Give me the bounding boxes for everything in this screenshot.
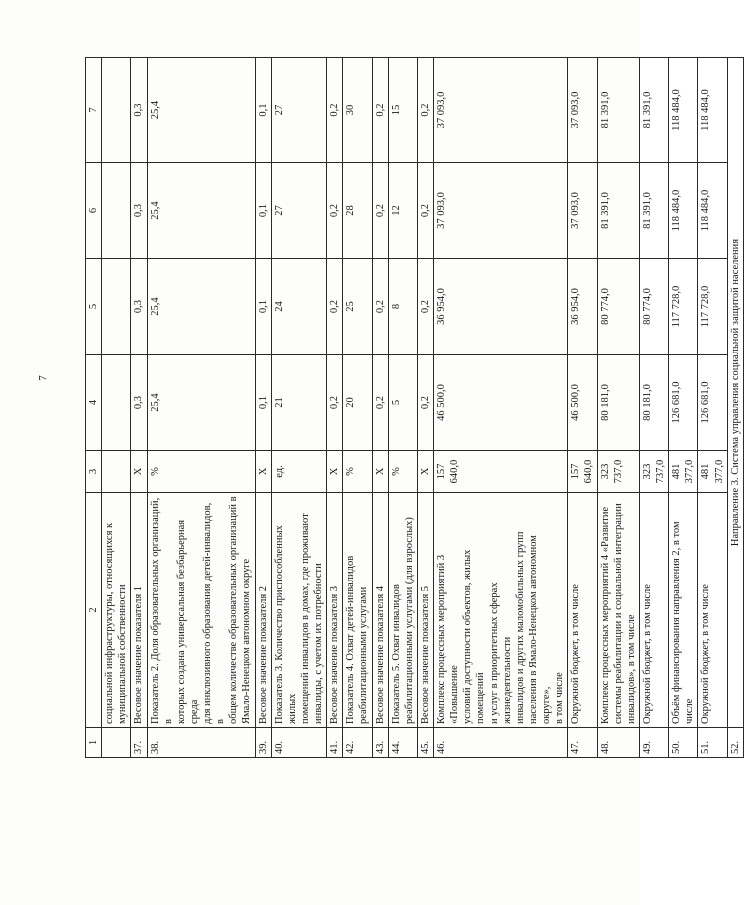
value-cell: 0,2 (327, 355, 343, 451)
value-cell: 5 (388, 355, 417, 451)
unit-cell (102, 451, 131, 493)
row-description-cell (568, 493, 597, 728)
description-line: Весовое значение показателя 2 (257, 585, 269, 724)
row-number-cell: 41. (327, 728, 343, 758)
value-cell: 0,2 (417, 355, 433, 451)
value-cell: 126 681,0 (669, 355, 698, 451)
description-line: Комплекс процессных мероприятий 4 «Развитие (599, 506, 611, 724)
description-line: Комплекс процессных мероприятий 3 «Повышение (436, 554, 461, 724)
section-row (727, 58, 743, 758)
description-line: и услуг в приоритетных сферах жизнедеятельности (488, 582, 513, 724)
table-row (343, 58, 372, 758)
value-cell: 81 391,0 (597, 58, 639, 163)
header-cell: 5 (86, 259, 102, 355)
value-cell: 0,3 (131, 355, 147, 451)
value-cell: 37 093,0 (434, 58, 568, 163)
description-line: помещений инвалидов в домах, где проживают (299, 513, 311, 724)
value-cell: 0,1 (255, 259, 271, 355)
table-row (271, 58, 327, 758)
value-cell: 0,2 (327, 259, 343, 355)
value-cell: 21 (271, 355, 327, 451)
value-cell: 126 681,0 (698, 355, 727, 451)
unit-cell: % (388, 451, 417, 493)
value-cell: 30 (343, 58, 372, 163)
row-description-cell (669, 493, 698, 728)
row-number-cell: 39. (255, 728, 271, 758)
unit-cell: 481 377,0 (698, 451, 727, 493)
value-cell: 0,1 (255, 163, 271, 259)
description-line: которых создана универсальная безбарьерная среда (175, 519, 200, 724)
header-cell: 4 (86, 355, 102, 451)
row-number-cell (102, 728, 131, 758)
value-cell: 81 391,0 (639, 58, 668, 163)
value-cell: 25,4 (147, 355, 255, 451)
description-line: Окружной бюджет, в том числе (700, 584, 712, 724)
header-cell: 7 (86, 58, 102, 163)
value-cell: 46 500,0 (434, 355, 568, 451)
description-line: Весовое значение показателя 3 (329, 585, 341, 724)
description-line: муниципальной собственности (117, 584, 129, 724)
value-cell: 36 954,0 (434, 259, 568, 355)
table-row (597, 58, 639, 758)
description-line: Показатель 3. Количество приспособленных жилых (273, 525, 298, 724)
description-line: Объём финансирования направления 2, в том числе (671, 521, 696, 724)
table-row (372, 58, 388, 758)
value-cell: 37 093,0 (568, 58, 597, 163)
table-row (698, 58, 727, 758)
value-cell: 25,4 (147, 58, 255, 163)
unit-cell: 323 737,0 (597, 451, 639, 493)
header-row (86, 58, 102, 758)
table-row (255, 58, 271, 758)
description-line: реабилитационными услугами (для взрослых) (403, 517, 415, 724)
row-number-cell: 38. (147, 728, 255, 758)
value-cell: 0,2 (327, 58, 343, 163)
row-number-cell: 51. (698, 728, 727, 758)
value-cell: 80 181,0 (597, 355, 639, 451)
unit-cell: X (372, 451, 388, 493)
value-cell: 0,3 (131, 163, 147, 259)
value-cell: 24 (271, 259, 327, 355)
description-line: условий доступности объектов, жилых помещений (462, 549, 487, 724)
table-row (388, 58, 417, 758)
value-cell: 25,4 (147, 163, 255, 259)
value-cell: 81 391,0 (597, 163, 639, 259)
description-line: для инклюзивного образования детей-инвалидов, в (202, 502, 227, 724)
row-description-cell (597, 493, 639, 728)
value-cell: 80 774,0 (597, 259, 639, 355)
description-line: населения в Ямало-Ненецком автономном округе», (527, 535, 552, 724)
value-cell: 0,3 (131, 58, 147, 163)
row-number-cell: 44. (388, 728, 417, 758)
unit-cell: 323 737,0 (639, 451, 668, 493)
description-line: Показатель 5. Охват инвалидов (390, 584, 402, 724)
unit-cell: X (131, 451, 147, 493)
section-title-cell: Направление 3. Система управления социальной защитой населения (727, 58, 743, 728)
row-number-cell: 40. (271, 728, 327, 758)
value-cell: 0,2 (372, 355, 388, 451)
description-line: инвалиды, с учетом их потребности (313, 563, 324, 724)
description-line: в том числе (554, 672, 566, 724)
value-cell (102, 355, 131, 451)
header-cell: 1 (86, 728, 102, 758)
header-cell: 3 (86, 451, 102, 493)
description-line: Окружной бюджет, в том числе (641, 584, 653, 724)
value-cell (102, 163, 131, 259)
row-description-cell (639, 493, 668, 728)
row-number-cell: 37. (131, 728, 147, 758)
table-row (327, 58, 343, 758)
value-cell: 46 500,0 (568, 355, 597, 451)
value-cell: 27 (271, 58, 327, 163)
value-cell: 81 391,0 (639, 163, 668, 259)
table-row (639, 58, 668, 758)
value-cell: 20 (343, 355, 372, 451)
description-line: реабилитационными услугами (358, 586, 370, 724)
row-description-cell (434, 493, 568, 728)
table-row (669, 58, 698, 758)
row-number-cell: 49. (639, 728, 668, 758)
value-cell: 80 181,0 (639, 355, 668, 451)
unit-cell: ед. (271, 451, 327, 493)
unit-cell: X (327, 451, 343, 493)
description-line: Ямало-Ненецком автономном округе (241, 558, 253, 724)
row-number-cell: 52. (727, 728, 743, 758)
row-description-cell (271, 493, 327, 728)
value-cell: 25 (343, 259, 372, 355)
row-number-cell: 50. (669, 728, 698, 758)
description-line: инвалидов и других маломобильных групп (514, 531, 526, 724)
unit-cell: % (343, 451, 372, 493)
unit-cell: 157 640,0 (568, 451, 597, 493)
description-line: Показатель 4. Охват детей-инвалидов (345, 555, 357, 724)
value-cell: 25,4 (147, 259, 255, 355)
description-line: Весовое значение показателя 1 (133, 585, 145, 724)
row-number-cell: 43. (372, 728, 388, 758)
table-row (102, 58, 131, 758)
row-description-cell (102, 493, 131, 728)
value-cell: 0,3 (131, 259, 147, 355)
value-cell: 36 954,0 (568, 259, 597, 355)
description-line: общем количестве образовательных организаций в (228, 496, 240, 724)
row-number-cell: 48. (597, 728, 639, 758)
value-cell: 15 (388, 58, 417, 163)
row-description-cell (388, 493, 417, 728)
value-cell: 118 484,0 (698, 58, 727, 163)
value-cell: 118 484,0 (698, 163, 727, 259)
row-description-cell (327, 493, 343, 728)
value-cell (102, 259, 131, 355)
page-number: 7 (36, 375, 49, 381)
value-cell: 118 484,0 (669, 163, 698, 259)
table-row (568, 58, 597, 758)
row-description-cell (343, 493, 372, 728)
table-row (417, 58, 433, 758)
row-description-cell (698, 493, 727, 728)
value-cell: 0,2 (417, 163, 433, 259)
header-cell: 6 (86, 163, 102, 259)
description-line: инвалидов», в том числе (625, 614, 637, 724)
value-cell: 37 093,0 (434, 163, 568, 259)
row-description-cell (131, 493, 147, 728)
value-cell: 27 (271, 163, 327, 259)
value-cell: 117 728,0 (698, 259, 727, 355)
rotated-table-frame (85, 58, 741, 758)
indicators-table (85, 57, 744, 758)
row-description-cell (372, 493, 388, 728)
description-line: Окружной бюджет, в том числе (570, 584, 582, 724)
row-number-cell: 47. (568, 728, 597, 758)
value-cell (102, 58, 131, 163)
value-cell: 0,2 (372, 163, 388, 259)
value-cell: 0,2 (372, 58, 388, 163)
description-line: системы реабилитации и социальной интеграции (612, 503, 624, 724)
value-cell: 37 093,0 (568, 163, 597, 259)
description-line: социальной инфраструктуры, относящихся к (104, 522, 116, 724)
unit-cell: 157 640,0 (434, 451, 568, 493)
value-cell: 0,2 (327, 163, 343, 259)
value-cell: 80 774,0 (639, 259, 668, 355)
header-cell: 2 (86, 493, 102, 728)
value-cell: 118 484,0 (669, 58, 698, 163)
row-description-cell (147, 493, 255, 728)
description-line: Показатель 2. Доля образовательных организаций, в (149, 497, 174, 724)
description-line: Весовое значение показателя 4 (374, 585, 386, 724)
value-cell: 0,2 (372, 259, 388, 355)
value-cell: 0,1 (255, 355, 271, 451)
row-number-cell: 45. (417, 728, 433, 758)
value-cell: 28 (343, 163, 372, 259)
description-line: Весовое значение показателя 5 (419, 585, 431, 724)
unit-cell: % (147, 451, 255, 493)
value-cell: 0,2 (417, 58, 433, 163)
table-row (147, 58, 255, 758)
value-cell: 8 (388, 259, 417, 355)
table-row (131, 58, 147, 758)
unit-cell: 481 377,0 (669, 451, 698, 493)
row-number-cell: 42. (343, 728, 372, 758)
row-number-cell: 46. (434, 728, 568, 758)
unit-cell: X (255, 451, 271, 493)
value-cell: 0,2 (417, 259, 433, 355)
value-cell: 117 728,0 (669, 259, 698, 355)
value-cell: 0,1 (255, 58, 271, 163)
row-description-cell (417, 493, 433, 728)
row-description-cell (255, 493, 271, 728)
unit-cell: X (417, 451, 433, 493)
table-row (434, 58, 568, 758)
value-cell: 12 (388, 163, 417, 259)
